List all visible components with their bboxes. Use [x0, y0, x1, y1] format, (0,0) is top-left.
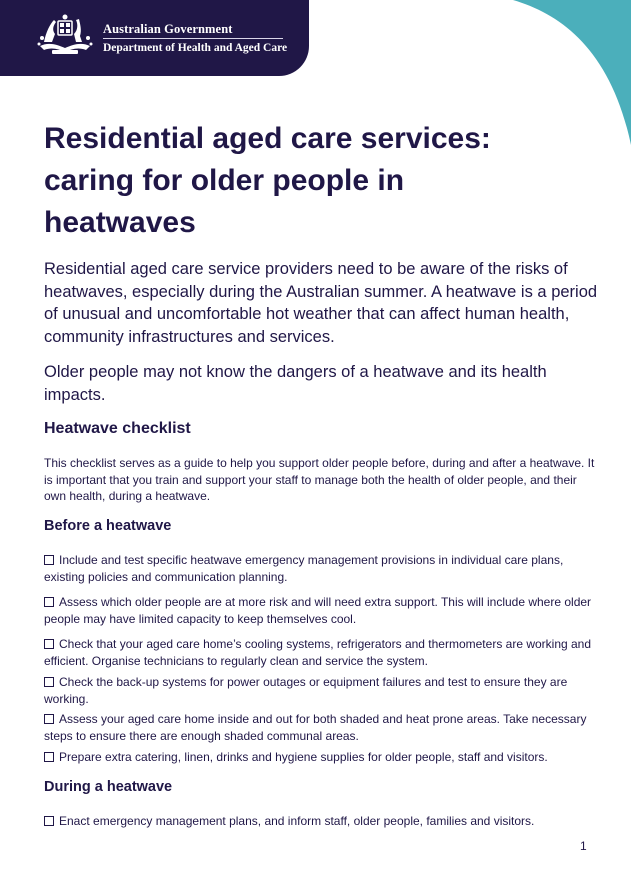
checkbox[interactable]	[44, 639, 54, 649]
checklist-heading: Heatwave checklist	[44, 420, 191, 437]
intro-section	[44, 258, 599, 419]
section-heading-during: During a heatwave	[44, 779, 173, 795]
section-heading-before: Before a heatwave	[44, 518, 172, 534]
coat-of-arms-icon	[34, 12, 96, 58]
intro-paragraph: Older people may not know the dangers of a heatwave and its health impacts.	[44, 363, 547, 404]
department-name: Department of Health and Aged Care	[103, 42, 288, 54]
government-header-banner	[0, 0, 309, 76]
checklist-item-text: Prepare extra catering, linen, drinks and hygiene supplies for older people, staff and visitors.	[59, 750, 548, 764]
government-name: Australian Government	[103, 22, 233, 36]
checklist-description: This checklist serves as a guide to help you support older people before, during and after a heatwave. It is important that you train and support your staff to manage both the health of older people, and their own health, during a heatwave.	[44, 456, 595, 503]
checklist-item	[44, 749, 599, 766]
page-title: Residential aged care services: caring for older people in heatwaves	[44, 122, 491, 239]
checkbox[interactable]	[44, 555, 54, 565]
page-number: 1	[580, 839, 587, 853]
checkbox[interactable]	[44, 714, 54, 724]
checklist-item-text: Assess your aged care home inside and out for both shaded and heat prone areas. Take necessary steps to ensure there are enough shaded communal areas.	[44, 712, 587, 743]
checklist-item-text: Enact emergency management plans, and inform staff, older people, families and visitors.	[59, 814, 535, 828]
checklist-item	[44, 711, 599, 744]
checklist-item	[44, 636, 599, 669]
checkbox[interactable]	[44, 597, 54, 607]
checklist-item-text: Check the back-up systems for power outages or equipment failures and test to ensure they are working.	[44, 675, 568, 706]
checkbox[interactable]	[44, 752, 54, 762]
checklist-item-text: Check that your aged care home’s cooling systems, refrigerators and thermometers are working and efficient. Organise technicians to regularly clean and service the system.	[44, 637, 592, 668]
header-divider	[103, 38, 283, 39]
checklist-item	[44, 594, 599, 627]
checklist-item-text: Include and test specific heatwave emergency management provisions in individual care plans, existing policies and communication planning.	[44, 553, 564, 584]
checkbox[interactable]	[44, 816, 54, 826]
checklist-item	[44, 813, 599, 830]
checklist-item	[44, 552, 599, 585]
intro-paragraph: Residential aged care service providers need to be aware of the risks of heatwaves, especially during the Australian summer. A heatwave is a period of unusual and uncomfortable hot weather that can affect human health, community infrastructures and services.	[44, 260, 598, 346]
checklist-item-text: Assess which older people are at more risk and will need extra support. This will include where older people may have limited capacity to keep themselves cool.	[44, 595, 592, 626]
checkbox[interactable]	[44, 677, 54, 687]
checklist-item	[44, 674, 599, 707]
